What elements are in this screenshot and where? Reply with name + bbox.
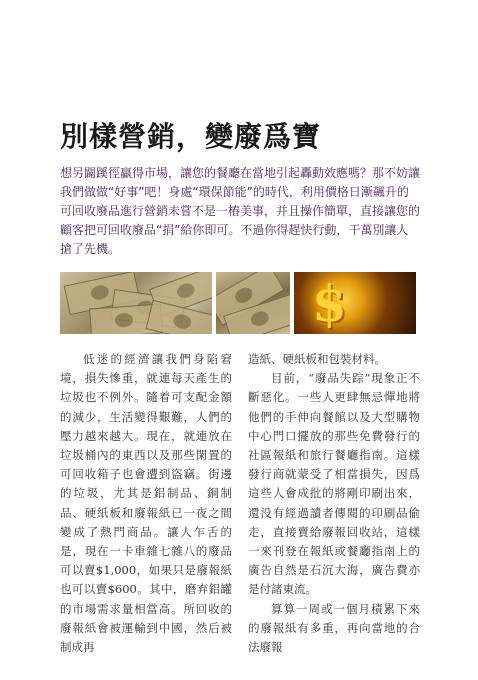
body-paragraph: 算算一周或一個月積累下來的廢報紙有多重，再向當地的合法廢報 [248,601,420,655]
article-title: 別樣營銷，變廢爲寶 [60,120,322,153]
body-paragraph: 目前，“廢品失踪”現象正不斷惡化。一些人更肆無忌憚地將他們的手伸向餐館以及大型購物中心門口擺放的那些免費發行的社區報紙和旅行餐廳指南。這樣發行商就蒙受了相當損失，因爲這些人會成批的將剛印刷出來，還没有經過讀者傳閱的印刷品偷走，直接賣給廢報回收站，這樣一來刊登在報紙或餐廳指南上的廣告自然是石沉大海，廣告費亦是付諸東流。 [248,371,420,597]
banknotes-photo [216,272,290,334]
body-paragraph-continued: 造紙、硬紙板和包裝材料。 [248,352,386,366]
body-paragraph: 低迷的經濟讓我們身陷窘境，損失慘重，就連每天產生的垃圾也不例外。隨着可支配金額的減少，生活變得艱難，人們的壓力越來越大。現在，就連放在垃圾桶內的東西以及那些閑置的可回收箱子也會遭到盜竊。街邊的垃圾，尤其是鋁制品、銅制品、硬紙板和廢報紙已一夜之間變成了熱門商品。讓人乍舌的是，現在一卡車雜七雜八的廢品可以賣$1,000，如果只是廢報紙也可以賣$600。其中，磨弃鋁罐的市場需求量相當高。所回收的廢報紙會被運輸到中國，然后被制成再 [60,352,232,655]
cash-pile-photo [60,272,212,334]
body-column-right [248,350,420,657]
golden-dollar-sign-photo [294,272,416,334]
intro-paragraph: 想另闢蹊徑贏得市場，讓您的餐廳在當地引起轟動效應嗎？那不妨讓我們做做“好事”吧！身處“環保節能”的時代，利用價格日漸飆升的可回收廢品進行營銷未嘗不是一樁美事，并且操作簡單，直接讓您的顧客把可回收廢品“捐”給你即可。不過你得趕快行動，干萬別讓人搶了先機。 [60,166,421,256]
photo-strip [60,272,420,334]
body-column-left [60,350,232,657]
dollar-sign-icon: $ [312,274,347,333]
